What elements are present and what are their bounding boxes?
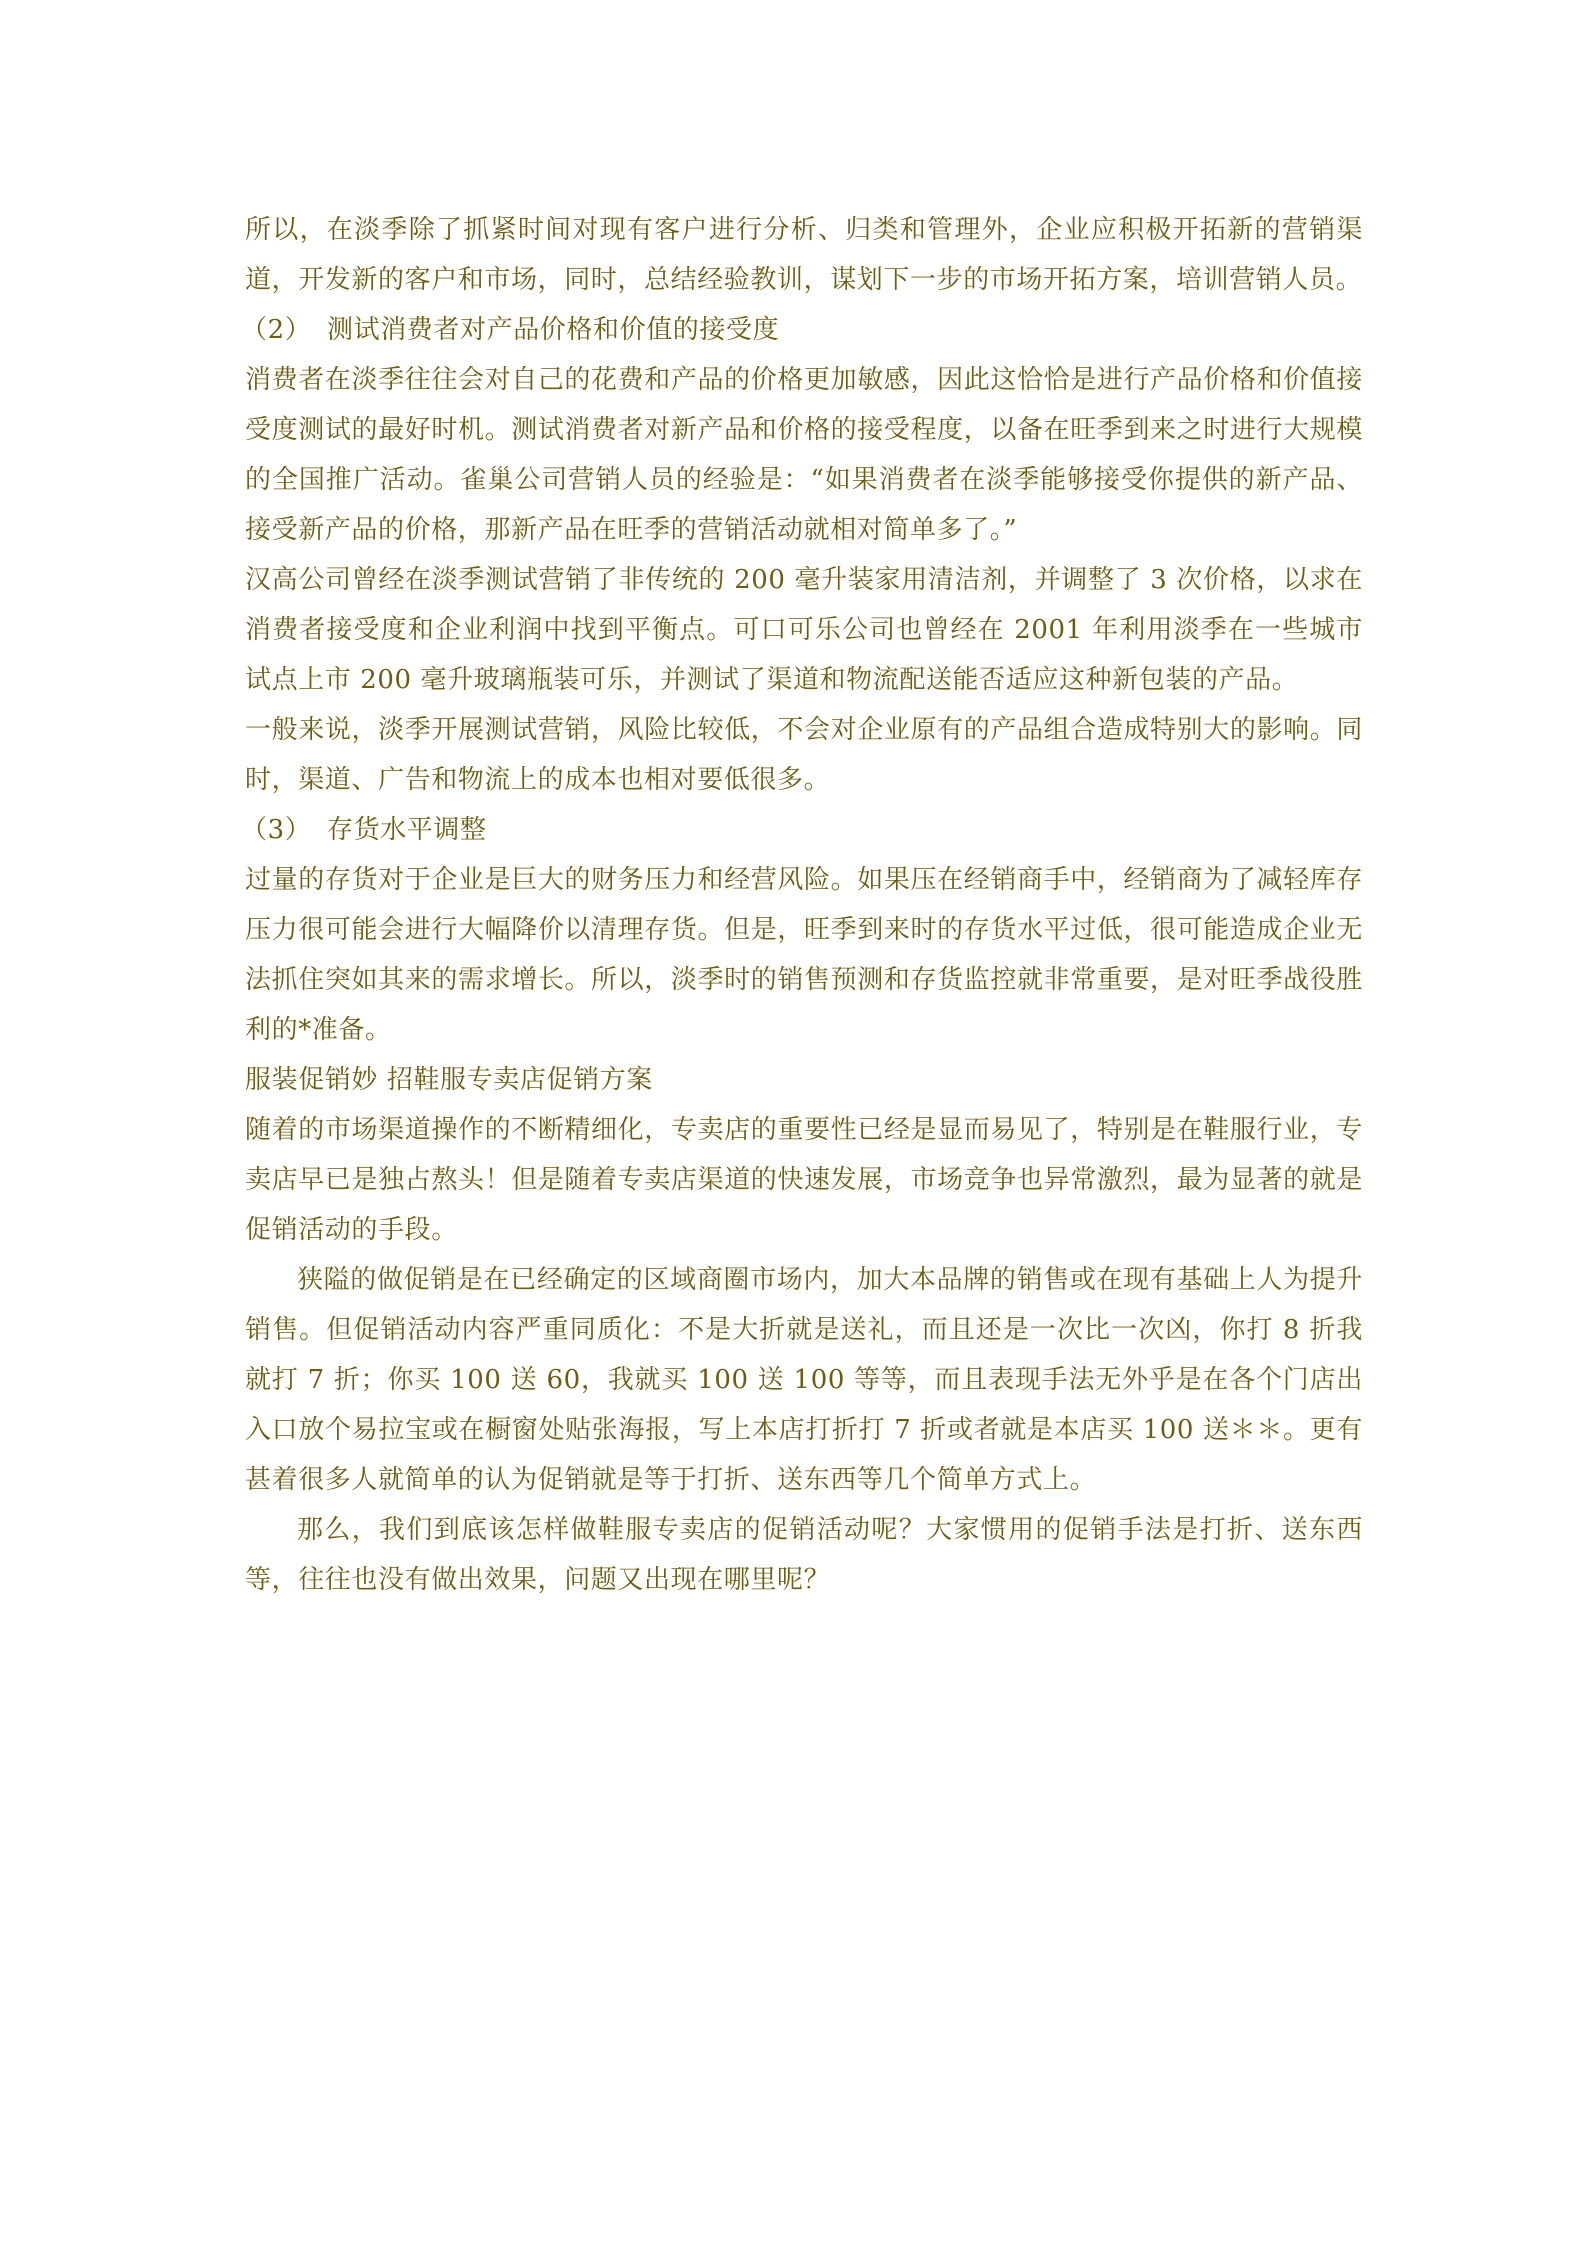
paragraph: 狭隘的做促销是在已经确定的区域商圈市场内，加大本品牌的销售或在现有基础上人为提升销售。但促销活动内容严重同质化：不是大折就是送礼，而且还是一次比一次凶，你打 8 折我就打 7 折；你买 100 送 60，我就买 100 送 100 等等，而且表现手法无外乎是在各个门店出入口放个易拉宝或在橱窗处贴张海报，写上本店打折打 7 折或者就是本店买 100 送＊＊。更有甚着很多人就简单的认为促销就是等于打折、送东西等几个简单方式上。 bbox=[245, 1265, 1363, 1495]
section-title: 存货水平调整 bbox=[327, 815, 487, 845]
article-title: 服装促销妙 招鞋服专卖店促销方案 bbox=[245, 1065, 653, 1095]
section-heading bbox=[241, 305, 1363, 355]
paragraph: 那么，我们到底该怎样做鞋服专卖店的促销活动呢？大家惯用的促销手法是打折、送东西等，往往也没有做出效果，问题又出现在哪里呢？ bbox=[245, 1515, 1363, 1595]
section-number: （3） bbox=[241, 815, 312, 845]
paragraph: 随着的市场渠道操作的不断精细化，专卖店的重要性已经是显而易见了，特别是在鞋服行业，专卖店早已是独占熬头！但是随着专卖店渠道的快速发展，市场竞争也异常激烈，最为显著的就是促销活动的手段。 bbox=[245, 1115, 1363, 1245]
document-body bbox=[241, 205, 1363, 1605]
paragraph: 所以，在淡季除了抓紧时间对现有客户进行分析、归类和管理外，企业应积极开拓新的营销渠道，开发新的客户和市场，同时，总结经验教训，谋划下一步的市场开拓方案，培训营销人员。 bbox=[245, 215, 1363, 295]
section-heading bbox=[241, 805, 1363, 855]
paragraph: 一般来说，淡季开展测试营销，风险比较低，不会对企业原有的产品组合造成特别大的影响。同时，渠道、广告和物流上的成本也相对要低很多。 bbox=[245, 715, 1363, 795]
section-number: （2） bbox=[241, 315, 312, 345]
section-title: 测试消费者对产品价格和价值的接受度 bbox=[327, 315, 780, 345]
paragraph: 过量的存货对于企业是巨大的财务压力和经营风险。如果压在经销商手中，经销商为了减轻库存压力很可能会进行大幅降价以清理存货。但是，旺季到来时的存货水平过低，很可能造成企业无法抓住突如其来的需求增长。所以，淡季时的销售预测和存货监控就非常重要，是对旺季战役胜利的*准备。 bbox=[245, 865, 1363, 1045]
paragraph: 消费者在淡季往往会对自己的花费和产品的价格更加敏感，因此这恰恰是进行产品价格和价值接受度测试的最好时机。测试消费者对新产品和价格的接受程度，以备在旺季到来之时进行大规模的全国推广活动。雀巢公司营销人员的经验是：“如果消费者在淡季能够接受你提供的新产品、接受新产品的价格，那新产品在旺季的营销活动就相对简单多了。” bbox=[245, 365, 1363, 545]
paragraph: 汉高公司曾经在淡季测试营销了非传统的 200 毫升装家用清洁剂，并调整了 3 次价格，以求在消费者接受度和企业利润中找到平衡点。可口可乐公司也曾经在 2001 年利用淡季在一些城市试点上市 200 毫升玻璃瓶装可乐，并测试了渠道和物流配送能否适应这种新包装的产品。 bbox=[245, 565, 1363, 695]
